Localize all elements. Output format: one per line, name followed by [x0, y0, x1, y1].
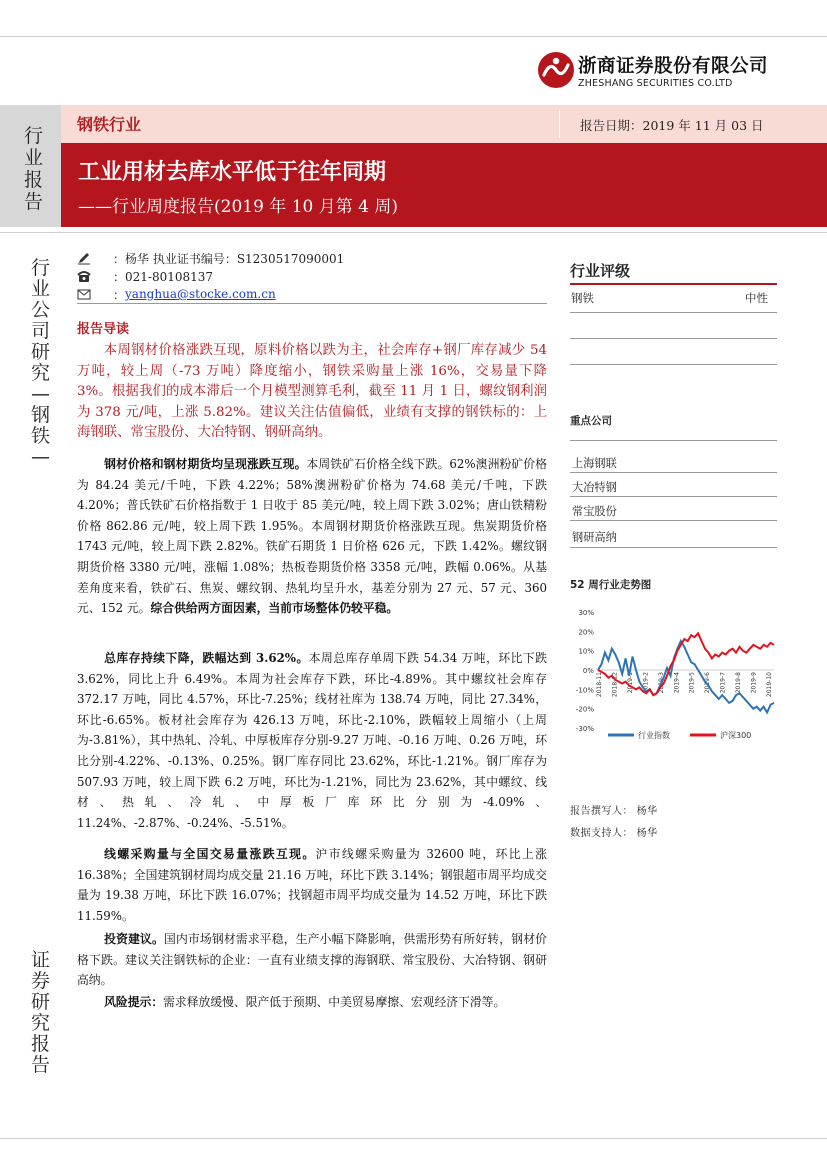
header-divider — [0, 232, 827, 233]
company-rule-2 — [570, 496, 777, 497]
paragraph-prices-heading: 钢材价格和钢材期货均呈现涨跌互现。 — [104, 457, 307, 471]
industry-trend-chart — [564, 600, 780, 740]
company-name-en: ZHESHANG SECURITIES CO.LTD — [578, 78, 733, 89]
company-rule-0 — [570, 440, 777, 441]
rating-title: 行业评级 — [570, 262, 631, 280]
x-tick-label: 2019-8 — [735, 672, 743, 694]
company-rule-3 — [570, 520, 777, 521]
footer-rule — [0, 1138, 827, 1139]
x-tick-label: 2019-4 — [673, 672, 681, 694]
paragraph-risk-text: 需求释放缓慢、限产低于预期、中美贸易摩擦、宏观经济下滑等。 — [163, 995, 506, 1009]
y-tick-label: 30% — [578, 609, 594, 617]
company-item: 钢研高纳 — [572, 531, 617, 544]
date-separator — [559, 110, 560, 138]
author-phone: ：021-80108137 — [113, 269, 214, 284]
data-supporter: 数据支持人： 杨华 — [570, 828, 658, 839]
rating-rule — [570, 283, 777, 285]
sub-title: ——行业周度报告(2019 年 10 月第 4 周) — [78, 197, 398, 217]
author-name: ：杨华 执业证书编号：S1230517090001 — [113, 251, 345, 266]
rating-industry: 钢铁 — [571, 291, 594, 305]
rating-value: 中性 — [745, 291, 768, 305]
y-tick-label: -20% — [575, 705, 594, 714]
y-tick-label: -10% — [575, 686, 594, 695]
company-rule-1 — [570, 472, 777, 473]
paragraph-advice-text: 国内市场钢材需求平稳，生产小幅下降影响，供需形势有所好转，钢材价格下跌。建议关注钢铁标的企业：一直有业绩支撑的海钢联、常宝股份、大冶特钢、钢研高纳。 — [77, 932, 547, 988]
email-prefix: ： — [113, 287, 126, 302]
x-tick-label: 2019-10 — [766, 672, 773, 698]
x-tick-label: 2018-12 — [611, 672, 619, 698]
y-tick-label: 20% — [578, 628, 594, 637]
phone-icon — [77, 269, 91, 283]
paragraph-risk — [77, 992, 547, 1013]
paragraph-volume-heading: 线螺采购量与全国交易量涨跌互现。 — [104, 847, 316, 861]
rating-rule-1 — [570, 312, 777, 313]
lead-summary: 本周钢材价格涨跌互现，原料价格以跌为主，社会库存+钢厂库存减少 54 万吨，较上周（-73 万吨）降度缩小，钢铁采购量上涨 16%，交易量下降 3%。根据我们的成本滞后一个月模型测算毛利，截至 11 月 1 日，螺纹钢利润为 378 元/吨，上涨 5.82%。建议关注估值偏低，业绩有支撑的钢铁标的：上海钢联、常宝股份、大冶特钢、钢研高纳。 — [77, 343, 547, 440]
paragraph-inventory — [77, 648, 547, 833]
report-date: 报告日期：2019 年 11 月 03 日 — [580, 118, 764, 133]
company-rule-4 — [570, 547, 777, 548]
y-tick-label: 10% — [578, 647, 594, 656]
lead-title: 报告导读 — [77, 322, 130, 337]
company-item: 大冶特钢 — [572, 481, 617, 494]
paragraph-advice — [77, 929, 547, 991]
paragraph-inventory-text: 本周总库存单周下跌 54.34 万吨，环比下跌 3.62%，同比上升 6.49%。本周为社会库存下跌，环比-4.89%。其中螺纹社会库存 372.17 万吨，同比 4.57%，环比-7.25%；线材社库为 138.74 万吨，同比 27.34%，环比-6.65%。板材社会库存为 426.13 万吨，环比-2.10%，跌幅较上周缩小（上周为-3.81%），其中热轧、冷轧、中厚板库存分别-9.27 万吨、-0.16 万吨、0.26 万吨，环比分别-4.22%、-0.13%、0.25%。钢厂库存同比 23.62%，环比-1.21%。钢厂库存为 507.93 万吨，较上周下跌 6.2 万吨，环比为-1.21%，同比为 23.62%，其中螺纹、线材、热轧、冷轧、中厚板厂库环比分别为-4.09%、11.24%、-2.87%、-0.24%、-5.51%。 — [77, 651, 547, 830]
paragraph-risk-heading: 风险提示： — [104, 995, 164, 1009]
legend-label: 沪深300 — [720, 731, 752, 740]
pen-icon — [77, 251, 91, 265]
paragraph-volume-text: 沪市线螺采购量为 32600 吨，环比上涨 16.38%；全国建筑钢材周均成交量 21.16 万吨，环比下跌 3.14%；钢银超市周平均成交量为 19.38 万吨，环比下跌 16.07%；找钢超市周平均成交量为 14.52 万吨，环比下跌 11.59%。 — [77, 847, 547, 923]
author-email-link[interactable]: yanghua@stocke.com.cn — [125, 287, 276, 301]
x-tick-label: 2019-7 — [719, 672, 727, 694]
author-email-row — [77, 286, 276, 302]
y-tick-label: -30% — [575, 725, 594, 733]
chart-title: 52 周行业走势图 — [570, 579, 652, 591]
vertical-research-label: 证券研究报告 — [31, 949, 51, 1076]
paragraph-inventory-heading: 总库存持续下降，跌幅达到 3.62%。 — [104, 651, 309, 665]
legend-label: 行业指数 — [638, 731, 670, 740]
y-tick-label: 0% — [582, 667, 594, 675]
rating-rule-3 — [570, 364, 777, 365]
x-tick-label: 2019-6 — [704, 672, 712, 694]
paragraph-volume — [77, 844, 547, 926]
key-companies-title: 重点公司 — [570, 415, 612, 427]
author-rule — [77, 303, 547, 304]
company-item: 常宝股份 — [572, 505, 617, 518]
main-title: 工业用材去库水平低于往年同期 — [78, 160, 387, 185]
x-tick-label: 2019-5 — [688, 672, 696, 694]
mail-icon — [77, 287, 91, 301]
side-tab-label: 行业报告 — [24, 125, 44, 213]
report-writer: 报告撰写人： 杨华 — [570, 806, 658, 817]
author-phone-row — [77, 268, 213, 284]
top-rule — [0, 36, 827, 37]
paragraph-advice-heading: 投资建议。 — [104, 932, 164, 946]
rating-rule-2 — [570, 338, 777, 339]
author-name-row — [77, 250, 344, 266]
vertical-category-label: 行业公司研究—钢铁— — [31, 257, 51, 468]
x-tick-label: 2019-2 — [642, 672, 650, 694]
paragraph-prices-text: 本周铁矿石价格全线下跌。62%澳洲粉矿价格为 84.24 美元/千吨，下跌 4.22%；58%澳洲粉矿价格为 74.68 美元/千吨，下跌 4.20%；普氏铁矿石价格指数于 1 日收于 85 美元/吨，较上周下跌 3.02%；唐山铁精粉价格 862.86 元/吨，较上周下跌 1.95%。本周钢材期货价格涨跌互现。焦炭期货价格 1743 元/吨，较上周下跌 2.82%。铁矿石期货 1 日价格 626 元，下跌 1.42%。螺纹钢期货价格 3380 元/吨，涨幅 1.08%；热板卷期货价格 3358 元/吨，跌幅 0.06%。从基差角度来看，铁矿石、焦炭、螺纹钢、热轧均呈升水，基差分别为 27 元、57 元、360 元、152 元。 — [77, 457, 547, 616]
company-name-cn: 浙商证券股份有限公司 — [578, 56, 769, 77]
x-tick-label: 2019-1 — [626, 672, 634, 694]
industry-name: 钢铁行业 — [77, 115, 142, 134]
paragraph-prices — [77, 454, 547, 619]
x-tick-label: 2018-11 — [596, 672, 603, 698]
x-tick-label: 2019-3 — [657, 672, 665, 694]
company-item: 上海钢联 — [572, 457, 617, 470]
zheshang-logo-icon — [537, 51, 575, 89]
x-tick-label: 2019-9 — [750, 672, 758, 694]
paragraph-prices-conclusion: 综合供给两方面因素，当前市场整体仍较平稳。 — [150, 601, 399, 616]
